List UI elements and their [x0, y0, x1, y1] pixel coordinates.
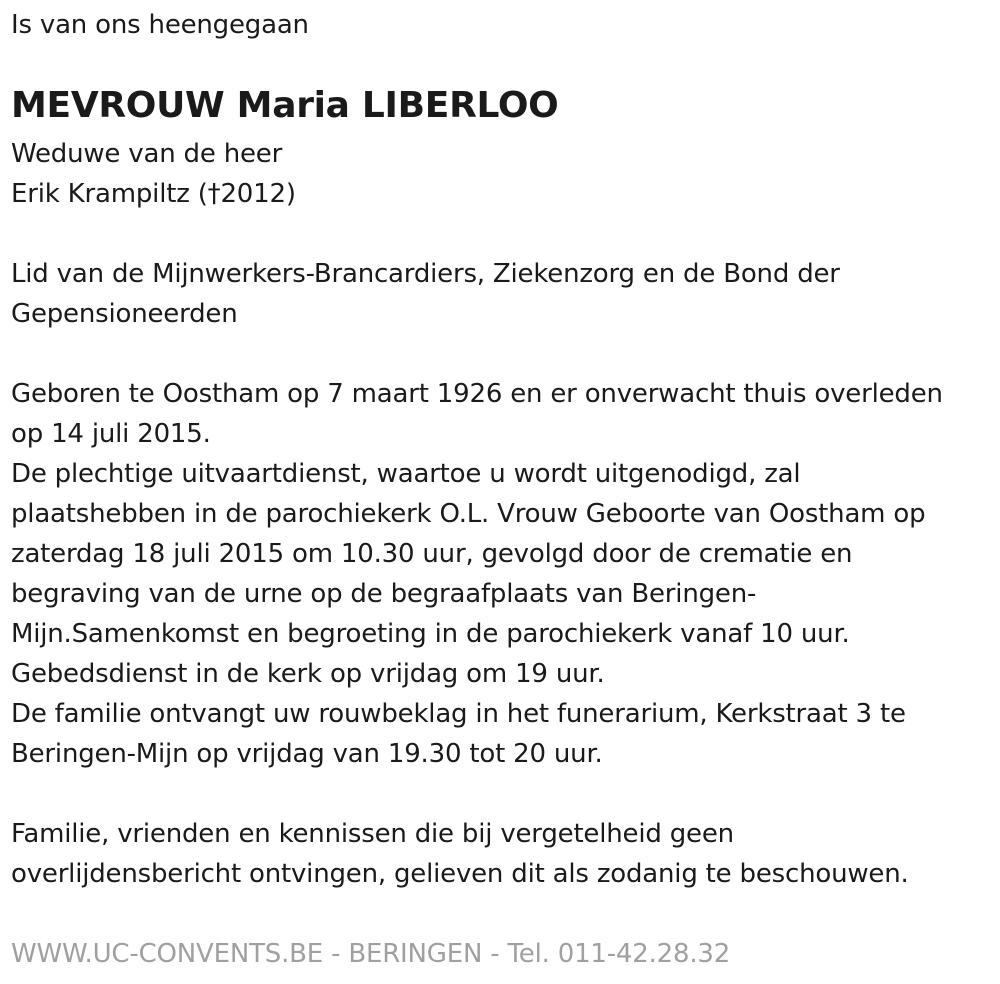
- footer-contact: WWW.UC-CONVENTS.BE - BERINGEN - Tel. 011-42.28.32: [11, 939, 731, 969]
- note-block: [11, 814, 909, 894]
- membership-line: Gepensioneerden: [11, 299, 238, 329]
- details-line: op 14 juli 2015.: [11, 419, 211, 449]
- details-line: De plechtige uitvaartdienst, waartoe u wordt uitgenodigd, zal: [11, 459, 801, 489]
- details-line: De familie ontvangt uw rouwbeklag in het funerarium, Kerkstraat 3 te: [11, 699, 906, 729]
- details-line: Beringen-Mijn op vrijdag van 19.30 tot 20 uur.: [11, 739, 603, 769]
- details-block: [11, 374, 943, 774]
- details-line: begraving van de urne op de begraafplaats van Beringen-: [11, 579, 757, 609]
- widow-block: [11, 134, 296, 214]
- deceased-name: MEVROUW Maria LIBERLOO: [11, 85, 559, 126]
- details-line: Gebedsdienst in de kerk op vrijdag om 19 uur.: [11, 659, 605, 689]
- note-line: Familie, vrienden en kennissen die bij vergetelheid geen: [11, 819, 734, 849]
- widow-line: Erik Krampiltz (†2012): [11, 179, 296, 209]
- membership-line: Lid van de Mijnwerkers-Brancardiers, Ziekenzorg en de Bond der: [11, 259, 840, 289]
- note-line: overlijdensbericht ontvingen, gelieven dit als zodanig te beschouwen.: [11, 859, 909, 889]
- intro-text: Is van ons heengegaan: [11, 10, 309, 40]
- details-line: Mijn.Samenkomst en begroeting in de parochiekerk vanaf 10 uur.: [11, 619, 850, 649]
- details-line: plaatshebben in de parochiekerk O.L. Vrouw Geboorte van Oostham op: [11, 499, 926, 529]
- details-line: Geboren te Oostham op 7 maart 1926 en er onverwacht thuis overleden: [11, 379, 943, 409]
- widow-line: Weduwe van de heer: [11, 139, 283, 169]
- membership-block: [11, 254, 840, 334]
- details-line: zaterdag 18 juli 2015 om 10.30 uur, gevolgd door de crematie en: [11, 539, 853, 569]
